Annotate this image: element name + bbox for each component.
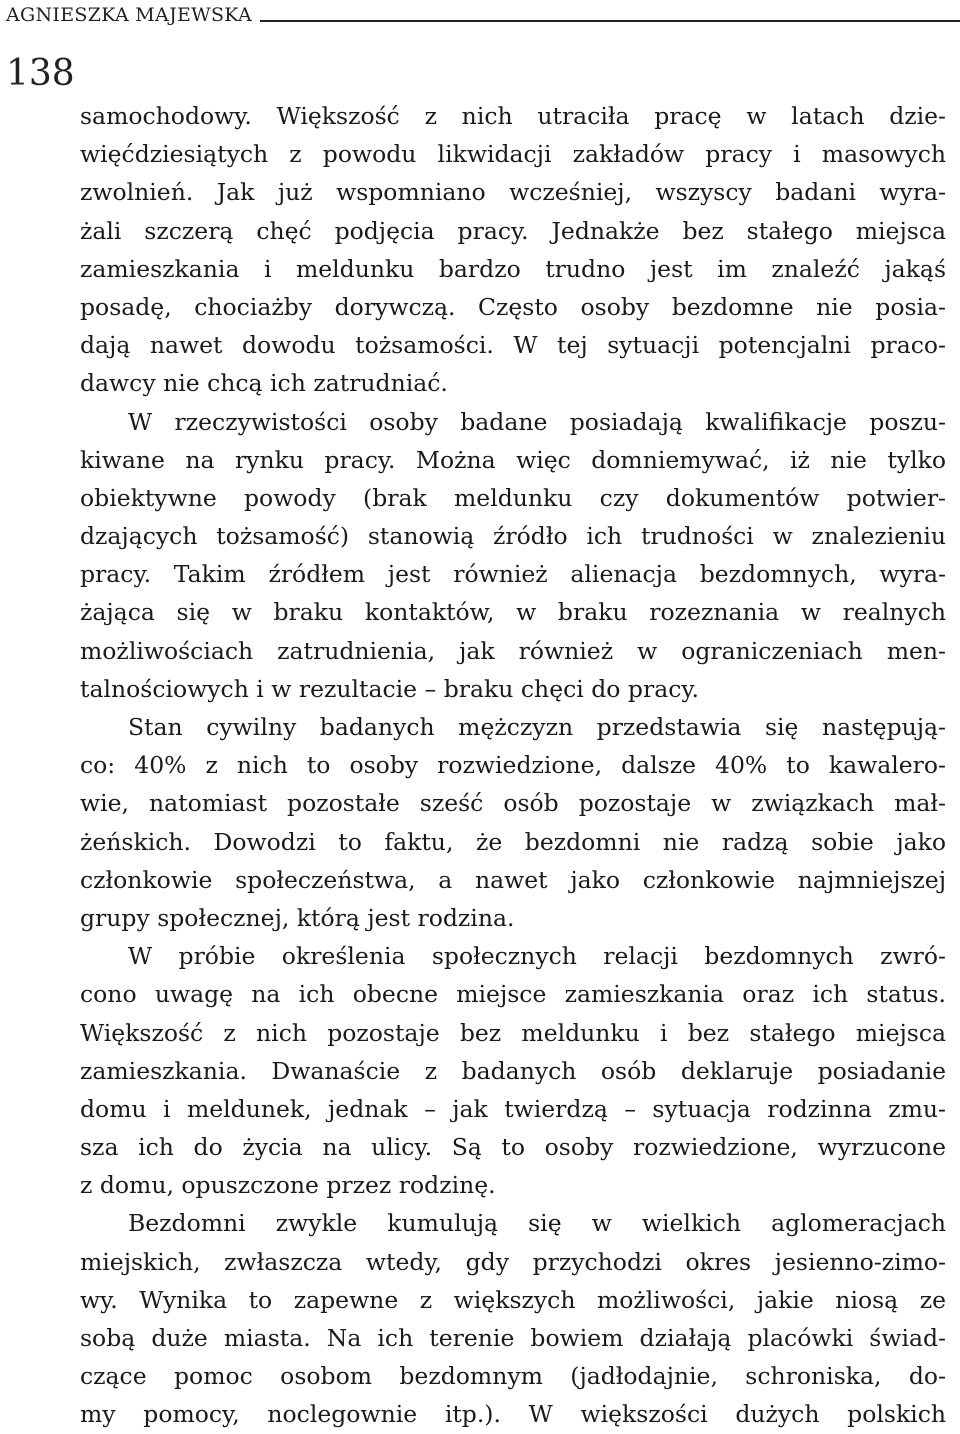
page-number: 138 [6,53,75,94]
text-line: dzających tożsamość) stanowią źródło ich trudności w znalezieniu [80,522,946,551]
text-line: żająca się w braku kontaktów, w braku rozeznania w realnych [80,598,946,627]
text-line: sza ich do życia na ulicy. Są to osoby rozwiedzione, wyrzucone [80,1133,946,1162]
text-line: obiektywne powody (brak meldunku czy dokumentów potwier- [80,483,946,512]
running-head: AGNIESZKA MAJEWSKA [6,4,253,26]
text-line: czące pomoc osobom bezdomnym (jadłodajnie, schroniska, do- [80,1362,946,1391]
text-line: my pomocy, noclegownie itp.). W większości dużych polskich [80,1400,946,1429]
text-line: możliwościach zatrudnienia, jak również w ograniczeniach men- [80,636,946,665]
text-line: wie, natomiast pozostałe sześć osób pozostaje w związkach mał- [80,789,946,818]
text-line: domu i meldunek, jednak – jak twierdzą – sytuacja rodzinna zmu- [80,1094,946,1123]
body-text [80,97,946,1434]
text-line: Większość z nich pozostaje bez meldunku i bez stałego miejsca [80,1018,946,1047]
text-line: samochodowy. Większość z nich utraciła pracę w latach dzie- [80,102,946,130]
text-line: żeńskich. Dowodzi to faktu, że bezdomni nie radzą sobie jako [80,827,946,856]
text-line: dają nawet dowodu tożsamości. W tej sytuacji potencjalni praco- [80,331,946,360]
text-line: W rzeczywistości osoby badane posiadają kwalifikacje poszu- [128,407,946,436]
text-line: zwolnień. Jak już wspomniano wcześniej, wszyscy badani wyra- [80,178,946,207]
text-line: kiwane na rynku pracy. Można więc domniemywać, iż nie tylko [80,445,946,474]
text-line: sobą duże miasta. Na ich terenie bowiem działają placówki świad- [80,1324,946,1352]
text-line: zamieszkania i meldunku bardzo trudno jest im znaleźć jakąś [80,254,946,283]
text-line: Stan cywilny badanych mężczyzn przedstawia się następują- [128,713,946,741]
text-line: talnościowych i w rezultacie – braku chęci do pracy. [80,674,699,703]
text-line: więćdziesiątych z powodu likwidacji zakładów pracy i masowych [80,140,946,169]
text-line: posadę, chociażby dorywczą. Często osoby bezdomne nie posia- [80,292,946,321]
text-line: grupy społecznej, którą jest rodzina. [80,903,515,932]
text-line: zamieszkania. Dwanaście z badanych osób deklaruje posiadanie [80,1056,946,1085]
text-line: pracy. Takim źródłem jest również alienacja bezdomnych, wyra- [80,560,946,589]
text-line: miejskich, zwłaszcza wtedy, gdy przychodzi okres jesienno-zimo- [80,1247,946,1276]
text-line: co: 40% z nich to osoby rozwiedzione, dalsze 40% to kawalero- [80,751,946,780]
text-line: wy. Wynika to zapewne z większych możliwości, jakie niosą ze [80,1285,946,1314]
text-line: z domu, opuszczone przez rodzinę. [80,1171,496,1200]
text-line: członkowie społeczeństwa, a nawet jako członkowie najmniejszej [80,865,946,894]
text-line: żali szczerą chęć podjęcia pracy. Jednakże bez stałego miejsca [80,216,946,245]
text-line: Bezdomni zwykle kumulują się w wielkich aglomeracjach [128,1209,946,1238]
text-line: dawcy nie chcą ich zatrudniać. [80,369,448,398]
header-rule [260,20,960,22]
text-line: W próbie określenia społecznych relacji bezdomnych zwró- [128,942,946,971]
text-line: cono uwagę na ich obecne miejsce zamieszkania oraz ich status. [80,980,946,1009]
